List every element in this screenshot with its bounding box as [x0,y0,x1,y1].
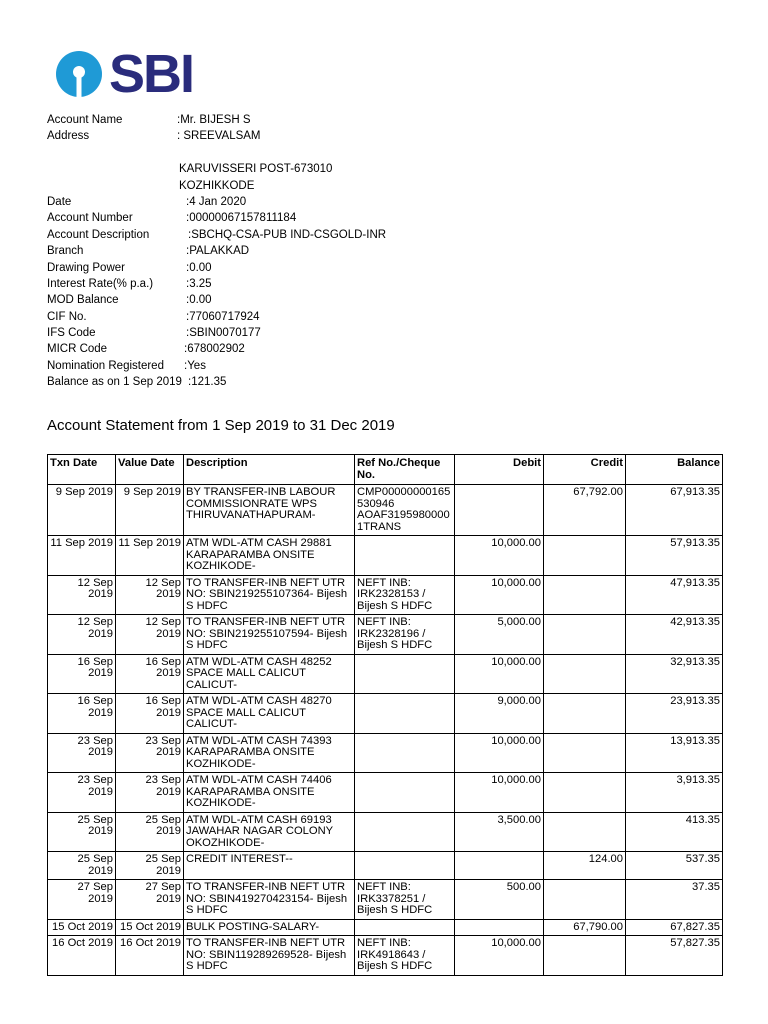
cell-txn-date: 16 Sep 2019 [48,694,116,734]
transactions-table [47,454,723,976]
cell-txn-date: 25 Sep 2019 [48,812,116,852]
info-value: :PALAKKAD [186,245,250,258]
cell-balance: 57,913.35 [626,536,723,576]
header-value-date: Value Date [116,455,184,485]
cell-ref: NEFT INB: IRK2328196 / Bijesh S HDFC [355,615,455,655]
cell-ref: NEFT INB: IRK4918643 / Bijesh S HDFC [355,936,455,976]
cell-description: ATM WDL-ATM CASH 29881 KARAPARAMBA ONSITE KOZHIKODE- [184,536,355,576]
cell-credit [544,936,626,976]
info-label: Account Description [47,228,150,241]
header-ref: Ref No./Cheque No. [355,455,455,485]
table-row [48,812,723,852]
cell-balance: 13,913.35 [626,733,723,773]
cell-value-date: 16 Sep 2019 [116,694,184,734]
cell-debit: 5,000.00 [455,615,544,655]
cell-balance: 3,913.35 [626,773,723,813]
cell-ref [355,654,455,694]
cell-ref: CMP00000000165 530946 AOAF3195980000 1TRANS [355,485,455,536]
info-label: Account Number [47,212,133,225]
cell-ref [355,852,455,880]
info-label: Address [47,130,90,143]
table-row [48,694,723,734]
info-value: :3.25 [186,277,212,290]
info-value: :00000067157811184 [186,212,297,225]
info-label: CIF No. [47,310,87,323]
info-value: :121.35 [188,376,227,389]
cell-txn-date: 23 Sep 2019 [48,773,116,813]
table-row [48,575,723,615]
info-value: :678002902 [184,343,245,356]
info-label: MOD Balance [47,294,119,307]
table-row [48,654,723,694]
cell-debit [455,919,544,936]
info-value: KARUVISSERI POST-673010 [179,163,333,176]
cell-description: ATM WDL-ATM CASH 74393 KARAPARAMBA ONSITE KOZHIKODE- [184,733,355,773]
cell-credit: 67,790.00 [544,919,626,936]
info-value: :SBCHQ-CSA-PUB IND-CSGOLD-INR [188,228,387,241]
header-debit: Debit [455,455,544,485]
info-label: IFS Code [47,327,96,340]
cell-description: BULK POSTING-SALARY- [184,919,355,936]
cell-ref [355,812,455,852]
cell-txn-date: 25 Sep 2019 [48,852,116,880]
cell-txn-date: 16 Oct 2019 [48,936,116,976]
cell-description: BY TRANSFER-INB LABOUR COMMISSIONRATE WPS THIRUVANATHAPURAM- [184,485,355,536]
cell-value-date: 16 Oct 2019 [116,936,184,976]
cell-balance: 413.35 [626,812,723,852]
cell-credit [544,733,626,773]
info-value: :4 Jan 2020 [186,195,247,208]
table-row [48,536,723,576]
cell-value-date: 15 Oct 2019 [116,919,184,936]
table-header-row [48,455,723,485]
cell-value-date: 25 Sep 2019 [116,852,184,880]
info-value: :Mr. BIJESH S [177,114,251,126]
cell-debit: 10,000.00 [455,773,544,813]
cell-balance: 23,913.35 [626,694,723,734]
sbi-keyhole-icon [55,50,103,98]
cell-credit [544,812,626,852]
cell-credit [544,575,626,615]
cell-txn-date: 23 Sep 2019 [48,733,116,773]
cell-balance: 42,913.35 [626,615,723,655]
cell-value-date: 11 Sep 2019 [116,536,184,576]
cell-debit: 9,000.00 [455,694,544,734]
table-row [48,880,723,920]
table-row [48,919,723,936]
cell-txn-date: 12 Sep 2019 [48,615,116,655]
header-credit: Credit [544,455,626,485]
cell-balance: 67,913.35 [626,485,723,536]
cell-description: CREDIT INTEREST-- [184,852,355,880]
cell-credit [544,773,626,813]
cell-debit: 3,500.00 [455,812,544,852]
cell-debit: 10,000.00 [455,575,544,615]
cell-balance: 47,913.35 [626,575,723,615]
cell-ref [355,919,455,936]
cell-credit [544,880,626,920]
cell-credit [544,654,626,694]
table-row [48,773,723,813]
cell-description: TO TRANSFER-INB NEFT UTR NO: SBIN219255107594- Bijesh S HDFC [184,615,355,655]
cell-debit: 500.00 [455,880,544,920]
cell-ref [355,733,455,773]
cell-value-date: 9 Sep 2019 [116,485,184,536]
table-row [48,936,723,976]
header-description: Description [184,455,355,485]
cell-value-date: 25 Sep 2019 [116,812,184,852]
info-value: :Yes [184,359,206,372]
header-txn-date: Txn Date [48,455,116,485]
cell-description: ATM WDL-ATM CASH 69193 JAWAHAR NAGAR COLONY OKOZHIKODE- [184,812,355,852]
info-value: :SBIN0070177 [186,327,261,340]
cell-txn-date: 9 Sep 2019 [48,485,116,536]
cell-balance: 32,913.35 [626,654,723,694]
cell-value-date: 23 Sep 2019 [116,733,184,773]
cell-description: ATM WDL-ATM CASH 48270 SPACE MALL CALICUT CALICUT- [184,694,355,734]
info-label: MICR Code [47,343,108,356]
info-label: Account Name [47,114,123,126]
table-row [48,852,723,880]
table-row [48,615,723,655]
cell-credit: 67,792.00 [544,485,626,536]
cell-value-date: 12 Sep 2019 [116,615,184,655]
info-label: Nomination Registered [47,359,164,372]
cell-description: TO TRANSFER-INB NEFT UTR NO: SBIN419270423154- Bijesh S HDFC [184,880,355,920]
cell-value-date: 16 Sep 2019 [116,654,184,694]
table-row [48,733,723,773]
cell-debit: 10,000.00 [455,733,544,773]
info-label: Drawing Power [47,261,125,274]
cell-description: ATM WDL-ATM CASH 74406 KARAPARAMBA ONSITE KOZHIKODE- [184,773,355,813]
cell-credit [544,615,626,655]
cell-balance: 67,827.35 [626,919,723,936]
cell-credit: 124.00 [544,852,626,880]
info-label: Branch [47,245,84,258]
cell-description: ATM WDL-ATM CASH 48252 SPACE MALL CALICUT CALICUT- [184,654,355,694]
cell-balance: 57,827.35 [626,936,723,976]
cell-txn-date: 15 Oct 2019 [48,919,116,936]
info-label: Balance as on 1 Sep 2019 [47,376,182,389]
info-label: Date [47,195,72,208]
cell-ref: NEFT INB: IRK3378251 / Bijesh S HDFC [355,880,455,920]
cell-txn-date: 27 Sep 2019 [48,880,116,920]
info-value: :0.00 [186,294,212,307]
cell-credit [544,694,626,734]
cell-description: TO TRANSFER-INB NEFT UTR NO: SBIN119289269528- Bijesh S HDFC [184,936,355,976]
transactions-body [48,485,723,976]
cell-value-date: 12 Sep 2019 [116,575,184,615]
info-value: :0.00 [186,261,212,274]
cell-balance: 37.35 [626,880,723,920]
info-value: : SREEVALSAM [177,130,261,143]
cell-ref [355,694,455,734]
cell-txn-date: 12 Sep 2019 [48,575,116,615]
cell-ref [355,536,455,576]
cell-txn-date: 16 Sep 2019 [48,654,116,694]
table-row [48,485,723,536]
cell-txn-date: 11 Sep 2019 [48,536,116,576]
cell-debit: 10,000.00 [455,536,544,576]
cell-debit: 10,000.00 [455,936,544,976]
info-label: Interest Rate(% p.a.) [47,277,154,290]
cell-description: TO TRANSFER-INB NEFT UTR NO: SBIN219255107364- Bijesh S HDFC [184,575,355,615]
cell-ref: NEFT INB: IRK2328153 / Bijesh S HDFC [355,575,455,615]
info-value: :77060717924 [186,310,260,323]
cell-debit [455,485,544,536]
cell-debit: 10,000.00 [455,654,544,694]
cell-ref [355,773,455,813]
sbi-logo [55,44,194,104]
info-value: KOZHIKKODE [179,179,255,192]
logo-text: SBI [109,44,194,104]
statement-title: Account Statement from 1 Sep 2019 to 31 Dec 2019 [47,417,395,434]
header-balance: Balance [626,455,723,485]
cell-debit [455,852,544,880]
cell-balance: 537.35 [626,852,723,880]
cell-value-date: 23 Sep 2019 [116,773,184,813]
cell-credit [544,536,626,576]
cell-value-date: 27 Sep 2019 [116,880,184,920]
